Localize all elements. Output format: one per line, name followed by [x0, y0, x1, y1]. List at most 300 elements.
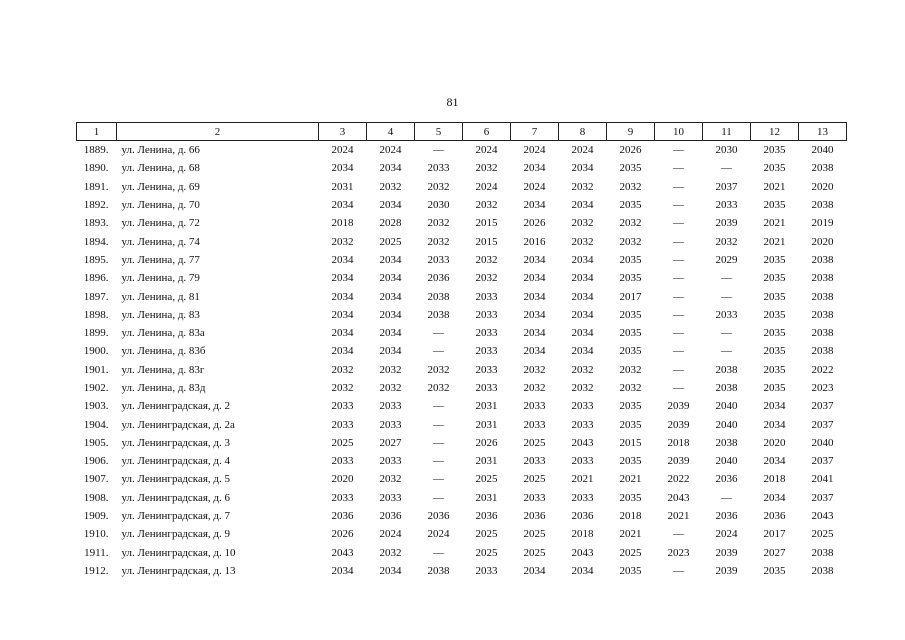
year-cell: 2033	[379, 418, 402, 431]
year-cell: 2038	[811, 345, 834, 358]
year-cell: 2026	[619, 144, 642, 157]
column-header: 6	[463, 123, 511, 141]
year-cell: 2035	[619, 455, 642, 468]
year-cell: —	[673, 308, 684, 321]
table-row	[77, 507, 847, 525]
year-cell: 2032	[427, 217, 450, 230]
year-cell: —	[433, 418, 444, 431]
year-cell: 2034	[571, 272, 594, 285]
year-cell: 2025	[475, 473, 498, 486]
year-cell: 2033	[571, 491, 594, 504]
year-cell: 2034	[571, 345, 594, 358]
year-cell: 2032	[619, 180, 642, 193]
year-cell: 2032	[475, 162, 498, 175]
column-header: 5	[415, 123, 463, 141]
year-cell: 2035	[763, 382, 786, 394]
year-cell: —	[673, 253, 684, 266]
page-number: 81	[446, 95, 459, 109]
address-cell: ул. Ленинградская, д. 2а	[121, 418, 235, 431]
row-number: 1896.	[83, 272, 109, 285]
column-header: 11	[703, 123, 751, 141]
address-cell: ул. Ленинградская, д. 4	[121, 455, 231, 468]
table-row	[77, 397, 847, 415]
year-cell: 2024	[523, 180, 546, 193]
year-cell: 2018	[763, 473, 786, 486]
year-cell: 2038	[715, 363, 738, 376]
year-cell: 2036	[715, 510, 738, 523]
column-header: 4	[367, 123, 415, 141]
year-cell: 2032	[475, 199, 498, 212]
year-cell: 2035	[763, 327, 786, 340]
year-cell: 2035	[619, 308, 642, 321]
address-cell: ул. Ленина, д. 83г	[121, 363, 205, 376]
year-cell: 2026	[523, 217, 546, 230]
address-cell: ул. Ленинградская, д. 6	[121, 491, 231, 504]
year-cell: 2033	[475, 564, 498, 577]
year-cell: 2038	[811, 162, 834, 175]
year-cell: —	[433, 491, 444, 504]
table-header-row	[77, 123, 847, 141]
year-cell: 2033	[427, 162, 450, 175]
table-row	[77, 141, 847, 160]
year-cell: 2033	[427, 253, 450, 266]
table-row	[77, 434, 847, 452]
year-cell: 2036	[763, 510, 786, 523]
year-cell: 2041	[811, 473, 834, 486]
year-cell: 2035	[619, 491, 642, 504]
year-cell: 2032	[475, 253, 498, 266]
year-cell: 2034	[571, 308, 594, 321]
year-cell: 2032	[331, 235, 354, 248]
address-cell: ул. Ленина, д. 83	[121, 308, 200, 321]
column-header: 2	[117, 123, 319, 141]
year-cell: 2034	[331, 290, 354, 303]
year-cell: 2035	[619, 345, 642, 358]
year-cell: 2033	[571, 418, 594, 431]
year-cell: 2034	[331, 308, 354, 321]
year-cell: 2035	[619, 400, 642, 413]
year-cell: 2026	[331, 528, 354, 541]
column-header: 10	[655, 123, 703, 141]
table-body	[77, 141, 847, 581]
year-cell: 2032	[523, 363, 546, 376]
year-cell: 2026	[475, 436, 498, 449]
register-table	[76, 122, 847, 580]
year-cell: —	[673, 144, 684, 157]
year-cell: 2034	[379, 564, 402, 577]
year-cell: 2038	[427, 564, 450, 577]
year-cell: 2034	[331, 564, 354, 577]
year-cell: 2043	[571, 436, 594, 449]
year-cell: 2040	[811, 436, 834, 449]
year-cell: —	[673, 528, 684, 541]
row-number: 1890.	[83, 162, 109, 175]
year-cell: 2036	[523, 510, 546, 523]
year-cell: 2032	[571, 235, 594, 248]
year-cell: 2034	[379, 308, 402, 321]
year-cell: 2034	[331, 327, 354, 340]
table-row	[77, 214, 847, 232]
address-cell: ул. Ленинградская, д. 7	[121, 510, 231, 523]
year-cell: —	[673, 199, 684, 212]
year-cell: 2020	[331, 473, 354, 486]
year-cell: 2032	[523, 382, 546, 394]
year-cell: —	[433, 436, 444, 449]
year-cell: 2033	[715, 199, 738, 212]
year-cell: —	[433, 144, 444, 157]
year-cell: 2032	[379, 180, 402, 193]
year-cell: 2034	[523, 327, 546, 340]
year-cell: 2038	[811, 199, 834, 212]
year-cell: 2016	[523, 235, 546, 248]
year-cell: 2018	[667, 436, 690, 449]
year-cell: 2035	[619, 418, 642, 431]
address-cell: ул. Ленина, д. 77	[121, 253, 200, 266]
column-header: 9	[607, 123, 655, 141]
year-cell: —	[673, 180, 684, 193]
year-cell: 2021	[619, 528, 642, 541]
year-cell: 2036	[379, 510, 402, 523]
row-number: 1903.	[83, 400, 109, 413]
year-cell: 2036	[571, 510, 594, 523]
year-cell: 2015	[619, 436, 642, 449]
year-cell: 2027	[763, 546, 786, 559]
year-cell: 2025	[475, 546, 498, 559]
year-cell: 2033	[715, 308, 738, 321]
year-cell: 2036	[427, 510, 450, 523]
year-cell: 2025	[619, 546, 642, 559]
year-cell: 2024	[715, 528, 738, 541]
year-cell: 2034	[331, 199, 354, 212]
table-row	[77, 324, 847, 342]
address-cell: ул. Ленина, д. 83а	[121, 327, 205, 340]
year-cell: 2039	[667, 418, 690, 431]
year-cell: 2034	[763, 491, 786, 504]
address-cell: ул. Ленинградская, д. 2	[121, 400, 231, 413]
year-cell: 2034	[763, 400, 786, 413]
year-cell: 2032	[379, 382, 402, 394]
year-cell: 2037	[811, 418, 834, 431]
year-cell: 2039	[715, 217, 738, 230]
year-cell: 2032	[331, 382, 354, 394]
year-cell: 2033	[331, 400, 354, 413]
year-cell: 2040	[715, 400, 738, 413]
year-cell: 2032	[571, 363, 594, 376]
year-cell: —	[673, 382, 684, 394]
column-header: 13	[799, 123, 847, 141]
year-cell: 2032	[379, 473, 402, 486]
year-cell: 2033	[475, 345, 498, 358]
year-cell: 2030	[427, 199, 450, 212]
row-number: 1910.	[83, 528, 109, 541]
column-header: 1	[77, 123, 117, 141]
address-cell: ул. Ленина, д. 69	[121, 180, 200, 193]
address-cell: ул. Ленина, д. 72	[121, 217, 200, 230]
year-cell: 2039	[715, 546, 738, 559]
table-row	[77, 525, 847, 543]
year-cell: 2034	[379, 327, 402, 340]
year-cell: —	[673, 290, 684, 303]
table-row	[77, 251, 847, 269]
year-cell: 2020	[811, 235, 834, 248]
column-header: 3	[319, 123, 367, 141]
year-cell: 2034	[523, 199, 546, 212]
column-header: 7	[511, 123, 559, 141]
year-cell: 2029	[715, 253, 738, 266]
year-cell: 2038	[811, 290, 834, 303]
row-number: 1897.	[83, 290, 109, 303]
year-cell: 2036	[715, 473, 738, 486]
year-cell: 2033	[331, 418, 354, 431]
year-cell: —	[721, 327, 732, 340]
table-row	[77, 287, 847, 305]
year-cell: 2035	[763, 199, 786, 212]
year-cell: 2018	[331, 217, 354, 230]
year-cell: 2034	[523, 272, 546, 285]
year-cell: 2034	[379, 162, 402, 175]
year-cell: 2032	[571, 382, 594, 394]
row-number: 1898.	[83, 308, 109, 321]
year-cell: —	[721, 162, 732, 175]
year-cell: 2024	[571, 144, 594, 157]
row-number: 1895.	[83, 253, 109, 266]
year-cell: 2015	[475, 235, 498, 248]
year-cell: 2038	[715, 436, 738, 449]
year-cell: 2034	[763, 455, 786, 468]
year-cell: —	[673, 162, 684, 175]
year-cell: 2024	[475, 180, 498, 193]
year-cell: 2035	[619, 564, 642, 577]
year-cell: 2032	[427, 235, 450, 248]
year-cell: 2036	[475, 510, 498, 523]
year-cell: 2025	[811, 528, 834, 541]
year-cell: 2035	[763, 272, 786, 285]
year-cell: 2033	[475, 363, 498, 376]
year-cell: 2034	[379, 199, 402, 212]
year-cell: 2032	[619, 235, 642, 248]
year-cell: 2034	[571, 564, 594, 577]
year-cell: 2034	[379, 272, 402, 285]
year-cell: 2034	[523, 162, 546, 175]
table-row	[77, 379, 847, 397]
row-number: 1909.	[83, 510, 109, 523]
year-cell: 2020	[811, 180, 834, 193]
year-cell: 2032	[379, 363, 402, 376]
year-cell: 2034	[523, 345, 546, 358]
year-cell: 2034	[571, 162, 594, 175]
year-cell: 2036	[331, 510, 354, 523]
year-cell: 2032	[331, 363, 354, 376]
year-cell: —	[673, 217, 684, 230]
table-row	[77, 196, 847, 214]
year-cell: 2040	[811, 144, 834, 157]
year-cell: 2035	[763, 564, 786, 577]
year-cell: 2035	[619, 327, 642, 340]
year-cell: 2021	[667, 510, 690, 523]
year-cell: 2018	[571, 528, 594, 541]
year-cell: 2035	[763, 345, 786, 358]
year-cell: 2034	[331, 345, 354, 358]
year-cell: 2028	[379, 217, 402, 230]
year-cell: 2033	[379, 455, 402, 468]
column-header: 12	[751, 123, 799, 141]
year-cell: 2037	[811, 491, 834, 504]
year-cell: 2033	[475, 382, 498, 394]
table-row	[77, 306, 847, 324]
row-number: 1908.	[83, 491, 109, 504]
year-cell: 2035	[763, 253, 786, 266]
year-cell: 2038	[427, 308, 450, 321]
year-cell: 2033	[571, 455, 594, 468]
year-cell: 2018	[619, 510, 642, 523]
year-cell: 2033	[523, 418, 546, 431]
year-cell: 2024	[379, 144, 402, 157]
year-cell: 2030	[715, 144, 738, 157]
year-cell: 2024	[427, 528, 450, 541]
year-cell: 2033	[331, 491, 354, 504]
year-cell: 2032	[619, 363, 642, 376]
year-cell: 2038	[811, 327, 834, 340]
year-cell: 2022	[811, 363, 834, 376]
year-cell: 2035	[619, 272, 642, 285]
year-cell: 2034	[763, 418, 786, 431]
year-cell: —	[433, 455, 444, 468]
year-cell: 2035	[619, 253, 642, 266]
row-number: 1902.	[83, 382, 109, 394]
year-cell: 2031	[475, 455, 498, 468]
year-cell: 2021	[763, 180, 786, 193]
year-cell: 2034	[571, 327, 594, 340]
year-cell: 2037	[715, 180, 738, 193]
year-cell: 2032	[475, 272, 498, 285]
year-cell: 2032	[571, 217, 594, 230]
year-cell: 2032	[427, 363, 450, 376]
year-cell: 2037	[811, 455, 834, 468]
year-cell: 2033	[523, 455, 546, 468]
table-row	[77, 342, 847, 360]
year-cell: —	[673, 345, 684, 358]
year-cell: 2033	[475, 290, 498, 303]
year-cell: —	[721, 290, 732, 303]
row-number: 1889.	[83, 144, 109, 157]
year-cell: —	[433, 546, 444, 559]
year-cell: 2023	[811, 382, 834, 394]
year-cell: 2035	[763, 308, 786, 321]
year-cell: 2020	[763, 436, 786, 449]
year-cell: —	[433, 345, 444, 358]
table-row	[77, 361, 847, 379]
year-cell: 2043	[331, 546, 354, 559]
year-cell: 2022	[667, 473, 690, 486]
table-row	[77, 470, 847, 488]
row-number: 1911.	[84, 546, 109, 559]
year-cell: 2025	[523, 546, 546, 559]
year-cell: 2024	[331, 144, 354, 157]
year-cell: 2038	[811, 272, 834, 285]
address-cell: ул. Ленина, д. 79	[121, 272, 200, 285]
column-header: 8	[559, 123, 607, 141]
address-cell: ул. Ленина, д. 83б	[121, 345, 206, 358]
year-cell: 2031	[475, 491, 498, 504]
year-cell: 2032	[619, 217, 642, 230]
year-cell: 2025	[379, 235, 402, 248]
year-cell: —	[721, 272, 732, 285]
year-cell: —	[433, 327, 444, 340]
year-cell: 2032	[715, 235, 738, 248]
address-cell: ул. Ленина, д. 66	[121, 144, 200, 157]
year-cell: 2017	[763, 528, 786, 541]
year-cell: 2034	[571, 290, 594, 303]
year-cell: 2038	[811, 308, 834, 321]
table-row	[77, 159, 847, 177]
year-cell: 2032	[619, 382, 642, 394]
year-cell: 2035	[763, 144, 786, 157]
address-cell: ул. Ленинградская, д. 9	[121, 528, 231, 541]
year-cell: 2035	[619, 199, 642, 212]
row-number: 1899.	[83, 327, 109, 340]
address-cell: ул. Ленинградская, д. 5	[121, 473, 231, 486]
address-cell: ул. Ленинградская, д. 10	[121, 546, 236, 559]
year-cell: 2021	[571, 473, 594, 486]
row-number: 1891.	[83, 180, 109, 193]
year-cell: 2034	[331, 272, 354, 285]
row-number: 1905.	[83, 436, 109, 449]
year-cell: 2025	[331, 436, 354, 449]
table-row	[77, 544, 847, 562]
year-cell: —	[721, 491, 732, 504]
year-cell: 2032	[427, 180, 450, 193]
year-cell: 2033	[571, 400, 594, 413]
year-cell: 2025	[523, 528, 546, 541]
row-number: 1912.	[83, 564, 109, 577]
year-cell: 2025	[523, 473, 546, 486]
year-cell: —	[673, 363, 684, 376]
year-cell: 2034	[523, 253, 546, 266]
year-cell: 2039	[715, 564, 738, 577]
address-cell: ул. Ленина, д. 81	[121, 290, 200, 303]
year-cell: 2035	[763, 162, 786, 175]
year-cell: 2021	[619, 473, 642, 486]
year-cell: 2025	[475, 528, 498, 541]
row-number: 1894.	[83, 235, 109, 248]
year-cell: 2032	[571, 180, 594, 193]
year-cell: —	[673, 327, 684, 340]
row-number: 1892.	[83, 199, 109, 212]
table-row	[77, 452, 847, 470]
year-cell: 2017	[619, 290, 642, 303]
year-cell: 2043	[571, 546, 594, 559]
table-row	[77, 489, 847, 507]
year-cell: 2034	[523, 564, 546, 577]
table-row	[77, 232, 847, 250]
year-cell: 2024	[379, 528, 402, 541]
table-row	[77, 415, 847, 433]
year-cell: —	[673, 564, 684, 577]
row-number: 1901.	[83, 363, 109, 376]
table-row	[77, 562, 847, 580]
year-cell: 2034	[379, 345, 402, 358]
address-cell: ул. Ленина, д. 74	[121, 235, 200, 248]
year-cell: 2032	[379, 546, 402, 559]
year-cell: 2034	[331, 253, 354, 266]
year-cell: 2021	[763, 235, 786, 248]
year-cell: 2034	[571, 253, 594, 266]
year-cell: 2039	[667, 455, 690, 468]
year-cell: 2021	[763, 217, 786, 230]
year-cell: 2035	[763, 363, 786, 376]
year-cell: 2033	[475, 327, 498, 340]
year-cell: 2035	[619, 162, 642, 175]
